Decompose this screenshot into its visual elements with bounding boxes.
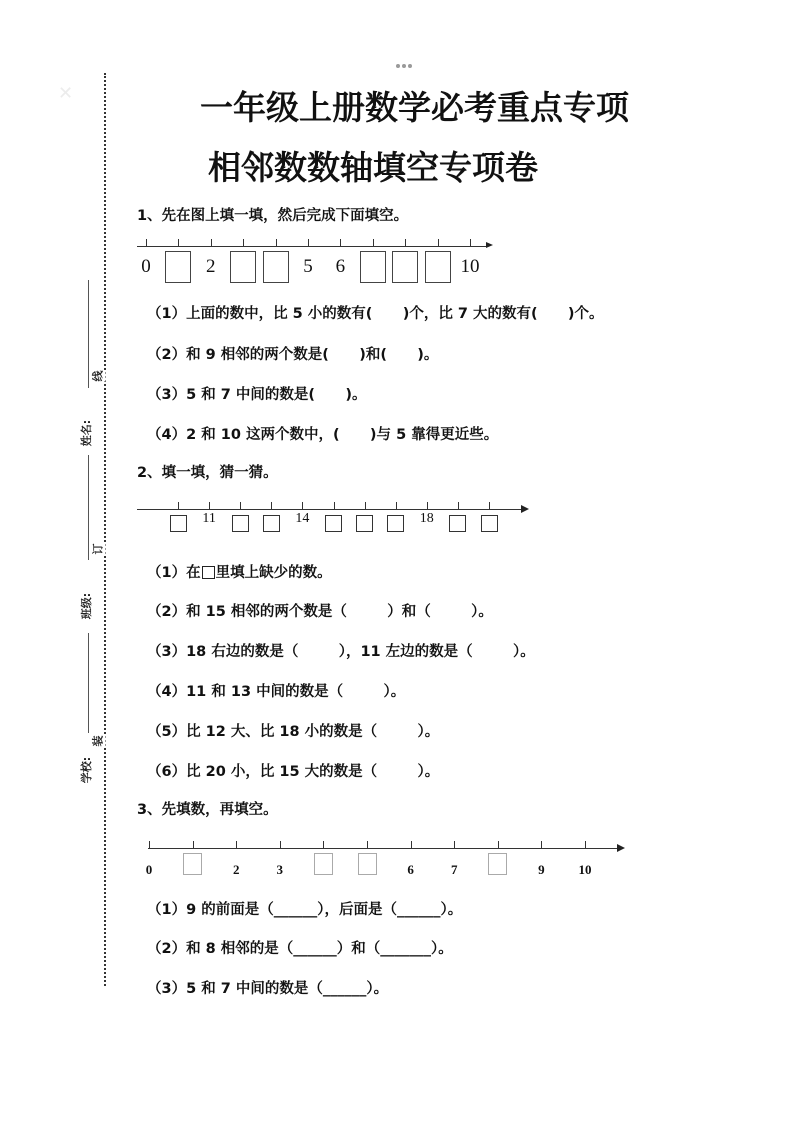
arrow-right-icon [617,844,625,852]
section1-question-2: （2）和 9 相邻的两个数是( )和( )。 [147,347,439,363]
answer-box[interactable] [392,251,418,283]
close-icon: ✕ [58,83,74,104]
class-field-line[interactable] [88,633,89,733]
answer-box[interactable] [230,251,256,283]
arrow-right-icon [521,505,529,513]
answer-box[interactable] [325,515,342,532]
arrow-right-icon [486,242,493,248]
tick-label: 5 [303,256,313,277]
section3-question-3: （3）5 和 7 中间的数是（______）。 [147,981,389,997]
tick-mark [367,841,368,848]
tick-mark [585,841,586,848]
number-line-2-axis [137,509,523,510]
tick-label: 10 [578,862,592,877]
answer-box[interactable] [425,251,451,283]
section1-heading: 1、先在图上填一填，然后完成下面填空。 [137,208,409,224]
answer-box[interactable] [314,853,333,875]
tick-mark [373,239,374,246]
tick-label: 18 [419,511,434,526]
class-field-label: 班级: [80,592,94,620]
tick-mark [211,239,212,246]
section2-question-4: （4）11 和 13 中间的数是（ ）。 [147,684,406,700]
tick-label: 0 [141,256,151,277]
name-field-line-lower[interactable] [88,455,89,560]
tick-mark [405,239,406,246]
tick-mark [427,502,428,509]
tick-mark [240,502,241,509]
answer-box[interactable] [387,515,404,532]
section3-question-2: （2）和 8 相邻的是（______）和（_______）。 [147,941,453,957]
section1-question-3: （3）5 和 7 中间的数是( )。 [147,387,367,403]
section2-question-3: （3）18 右边的数是（ ），11 左边的数是（ ）。 [147,644,535,660]
tick-mark [340,239,341,246]
tick-mark [396,502,397,509]
answer-box[interactable] [488,853,507,875]
answer-box[interactable] [263,515,280,532]
tick-mark [454,841,455,848]
tick-mark [323,841,324,848]
tick-mark [489,502,490,509]
section3-question-1: （1）9 的前面是（______），后面是（______）。 [147,902,463,918]
answer-box[interactable] [358,853,377,875]
name-field-line[interactable] [88,280,89,388]
section2-heading: 2、填一填，猜一猜。 [137,465,278,481]
binding-mark-ding: 订 [91,543,105,555]
tick-mark [209,502,210,509]
name-field-label: 姓名: [80,419,94,447]
tick-mark [498,841,499,848]
tick-label: 2 [232,862,240,877]
tick-mark [438,239,439,246]
school-field-label: 学校: [80,756,94,784]
tick-label: 10 [460,256,480,277]
answer-box[interactable] [481,515,498,532]
tick-label: 6 [335,256,346,277]
number-line-3-axis [148,848,618,849]
binding-mark-xian: 线 [91,370,105,382]
section3-heading: 3、先填数，再填空。 [137,802,278,818]
tick-mark [146,239,147,246]
tick-mark [149,841,150,848]
question-text: 里填上缺少的数。 [215,565,332,581]
answer-box[interactable] [170,515,187,532]
tick-mark [193,841,194,848]
section2-question-1 [147,561,332,582]
section2-question-5: （5）比 12 大、比 18 小的数是（ ）。 [147,724,440,740]
tick-label: 9 [538,862,545,877]
tick-mark [236,841,237,848]
tick-label: 3 [276,862,284,877]
tick-label: 11 [202,511,216,526]
tick-mark [276,239,277,246]
tick-label: 6 [407,862,414,877]
three-dots-icon [396,64,412,68]
tick-mark [334,502,335,509]
binding-mark-zhuang: 装 [91,735,105,747]
answer-box[interactable] [360,251,386,283]
section1-question-4: （4）2 和 10 这两个数中，( )与 5 靠得更近些。 [147,427,499,443]
section2-question-2: （2）和 15 相邻的两个数是（ ）和（ ）。 [147,604,493,620]
tick-label: 2 [206,256,216,277]
tick-mark [271,502,272,509]
tick-mark [541,841,542,848]
page-subtitle: 相邻数数轴填空专项卷 [208,148,538,187]
tick-mark [178,239,179,246]
binding-dotted-line [104,73,106,986]
answer-box[interactable] [449,515,466,532]
answer-box[interactable] [165,251,191,283]
number-line-1-axis [137,246,487,247]
section1-question-1: （1）上面的数中，比 5 小的数有( )个，比 7 大的数有( )个。 [147,306,604,322]
tick-mark [458,502,459,509]
section2-question-6: （6）比 20 小，比 15 大的数是（ ）。 [147,764,440,780]
blank-box-icon [202,566,215,579]
answer-box[interactable] [183,853,202,875]
tick-mark [470,239,471,246]
tick-mark [178,502,179,509]
tick-label: 14 [295,511,310,526]
answer-box[interactable] [232,515,249,532]
tick-mark [302,502,303,509]
tick-label: 7 [450,862,458,877]
tick-mark [243,239,244,246]
tick-label: 0 [145,862,153,877]
question-text: （1）在 [147,565,201,581]
page-title: 一年级上册数学必考重点专项 [200,88,629,127]
tick-mark [411,841,412,848]
answer-box[interactable] [356,515,373,532]
answer-box[interactable] [263,251,289,283]
tick-mark [280,841,281,848]
tick-mark [308,239,309,246]
tick-mark [365,502,366,509]
